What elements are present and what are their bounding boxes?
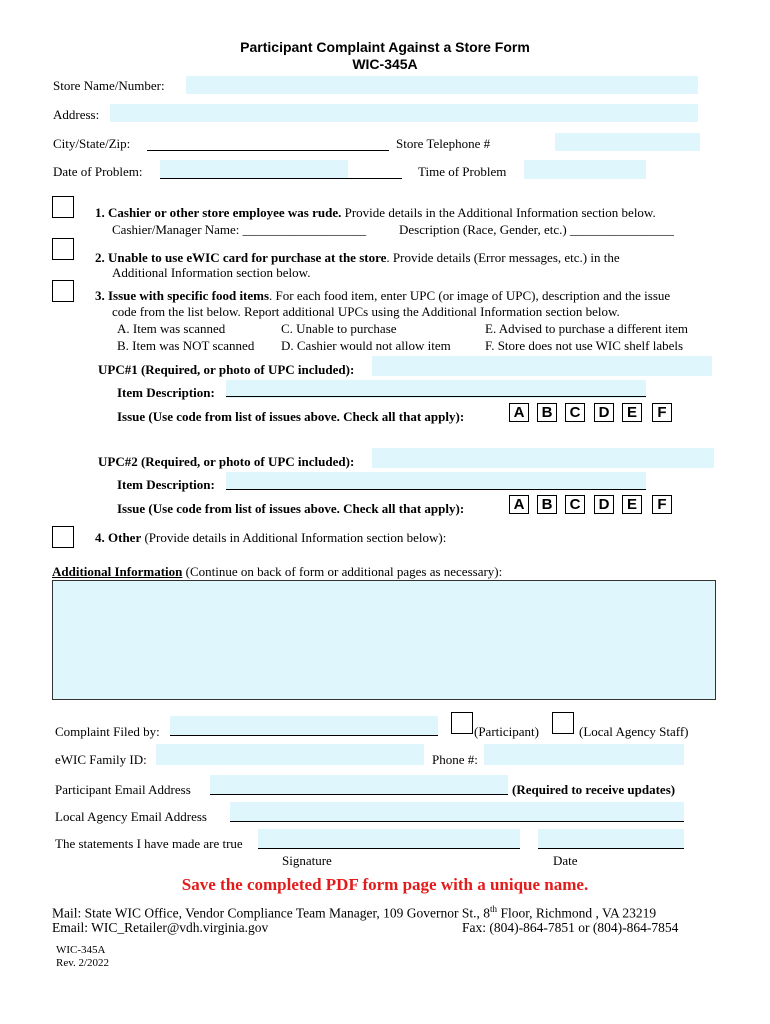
signature-date-field[interactable] (538, 829, 684, 848)
issue-2-line2: Additional Information section below. (112, 265, 311, 280)
issue-1-title: 1. Cashier or other store employee was rude. (95, 205, 342, 220)
issue-4-desc: (Provide details in Additional Information section below): (141, 530, 447, 545)
upc2-code-c-checkbox[interactable]: C (565, 495, 585, 514)
statement-label: The statements I have made are true (55, 836, 243, 851)
signature-date-underline (538, 848, 684, 849)
upc2-field[interactable] (372, 448, 714, 468)
issue-1-desc: Provide details in the Additional Information section below. (341, 205, 656, 220)
form-title: Participant Complaint Against a Store Form (240, 39, 530, 55)
date-of-problem-label: Date of Problem: (53, 164, 143, 179)
mail-sup: th (490, 904, 498, 914)
cashier-name-label: Cashier/Manager Name: ___________________ (112, 222, 367, 237)
upc1-desc-label: Item Description: (117, 385, 215, 400)
store-telephone-label: Store Telephone # (396, 136, 491, 151)
upc1-desc-underline (226, 396, 646, 397)
code-b-desc: B. Item was NOT scanned (117, 338, 255, 353)
issue-3-line2: code from the list below. Report additional UPCs using the Additional Information section below. (112, 304, 620, 319)
address-label: Address: (53, 107, 100, 122)
revision: Rev. 2/2022 (56, 957, 110, 969)
date-of-problem-field[interactable] (160, 160, 348, 179)
upc2-desc-label: Item Description: (117, 477, 215, 492)
upc2-code-f-checkbox[interactable]: F (652, 495, 672, 514)
upc1-code-a-checkbox[interactable]: A (509, 403, 529, 422)
complaint-filed-by-field[interactable] (170, 716, 438, 735)
upc1-code-b-checkbox[interactable]: B (537, 403, 557, 422)
issue-3-title: 3. Issue with specific food items (95, 288, 270, 303)
local-agency-email-label: Local Agency Email Address (55, 809, 207, 824)
phone-label: Phone #: (432, 752, 478, 767)
upc2-code-b-checkbox[interactable]: B (537, 495, 557, 514)
form-id: WIC-345A (352, 56, 418, 72)
issue-2-desc: . Provide details (Error messages, etc.) in the (386, 250, 620, 265)
ewic-family-id-field[interactable] (156, 744, 424, 765)
upc1-label: UPC#1 (Required, or photo of UPC included): (98, 362, 355, 377)
upc2-issue-label: Issue (Use code from list of issues above. Check all that apply): (117, 501, 465, 516)
time-of-problem-label: Time of Problem (418, 164, 507, 179)
issue-3-text (95, 288, 670, 304)
ewic-family-id-label: eWIC Family ID: (55, 752, 147, 767)
upc2-label: UPC#2 (Required, or photo of UPC included): (98, 454, 355, 469)
issue-2-text (95, 250, 620, 266)
upc2-code-e-checkbox[interactable]: E (622, 495, 642, 514)
phone-field[interactable] (484, 744, 684, 765)
local-agency-staff-checkbox[interactable] (552, 712, 574, 734)
save-note: Save the completed PDF form page with a unique name. (181, 875, 589, 894)
date-of-problem-underline (160, 178, 402, 179)
signature-underline (258, 848, 520, 849)
code-f-desc: F. Store does not use WIC shelf labels (485, 338, 684, 353)
upc2-code-a-checkbox[interactable]: A (509, 495, 529, 514)
store-telephone-field[interactable] (555, 133, 700, 151)
code-d-desc: D. Cashier would not allow item (281, 338, 451, 353)
complaint-filed-by-label: Complaint Filed by: (55, 724, 160, 739)
mail-line-pre: Mail: State WIC Office, Vendor Compliance Team Manager, 109 Governor St., 8 (52, 905, 491, 921)
additional-info-note: (Continue on back of form or additional pages as necessary): (182, 564, 503, 579)
participant-label: (Participant) (474, 724, 539, 739)
date-caption: Date (553, 853, 578, 868)
participant-email-label: Participant Email Address (55, 782, 191, 797)
participant-checkbox[interactable] (451, 712, 473, 734)
issue-1-text (95, 205, 656, 221)
issue-4-text (95, 530, 446, 546)
code-c-desc: C. Unable to purchase (281, 321, 397, 336)
local-agency-staff-label: (Local Agency Staff) (579, 724, 689, 739)
signature-field[interactable] (258, 829, 520, 848)
upc1-code-e-checkbox[interactable]: E (622, 403, 642, 422)
upc1-code-c-checkbox[interactable]: C (565, 403, 585, 422)
upc1-code-f-checkbox[interactable]: F (652, 403, 672, 422)
issue-4-checkbox[interactable] (52, 526, 74, 548)
issue-3-desc: . For each food item, enter UPC (or image of UPC), description and the issue (269, 288, 671, 303)
required-note: (Required to receive updates) (512, 782, 676, 797)
additional-info-heading (52, 564, 502, 580)
participant-email-underline (210, 794, 508, 795)
issue-1-checkbox[interactable] (52, 196, 74, 218)
time-of-problem-field[interactable] (524, 160, 646, 179)
signature-caption: Signature (282, 853, 332, 868)
additional-info-textarea[interactable] (52, 580, 716, 700)
upc2-code-d-checkbox[interactable]: D (594, 495, 614, 514)
city-state-zip-label: City/State/Zip: (53, 136, 131, 151)
mail-line-post: Floor, Richmond , VA 23219 (497, 905, 657, 921)
local-agency-email-field[interactable] (230, 802, 684, 821)
upc2-desc-underline (226, 489, 646, 490)
upc1-field[interactable] (372, 356, 712, 376)
form-code: WIC-345A (56, 944, 106, 956)
code-a-desc: A. Item was scanned (117, 321, 226, 336)
issue-4-title: 4. Other (95, 530, 142, 545)
issue-2-checkbox[interactable] (52, 238, 74, 260)
mail-line (52, 904, 656, 922)
issue-2-title: 2. Unable to use eWIC card for purchase at the store (95, 250, 387, 265)
upc1-issue-label: Issue (Use code from list of issues above. Check all that apply): (117, 409, 465, 424)
complaint-filed-by-underline (170, 735, 438, 736)
additional-info-label: Additional Information (52, 564, 183, 579)
upc2-desc-field[interactable] (226, 472, 646, 490)
local-agency-email-underline (230, 821, 684, 822)
address-field[interactable] (110, 104, 698, 122)
code-e-desc: E. Advised to purchase a different item (485, 321, 689, 336)
issue-3-checkbox[interactable] (52, 280, 74, 302)
store-name-label: Store Name/Number: (53, 78, 165, 93)
upc1-code-d-checkbox[interactable]: D (594, 403, 614, 422)
store-name-field[interactable] (186, 76, 698, 94)
participant-email-field[interactable] (210, 775, 508, 794)
city-state-zip-field[interactable] (147, 133, 389, 149)
fax-line: Fax: (804)-864-7851 or (804)-864-7854 (462, 920, 679, 935)
email-line: Email: WIC_Retailer@vdh.virginia.gov (52, 920, 269, 935)
description-label: Description (Race, Gender, etc.) ________________ (399, 222, 674, 237)
city-state-zip-underline (147, 150, 389, 151)
